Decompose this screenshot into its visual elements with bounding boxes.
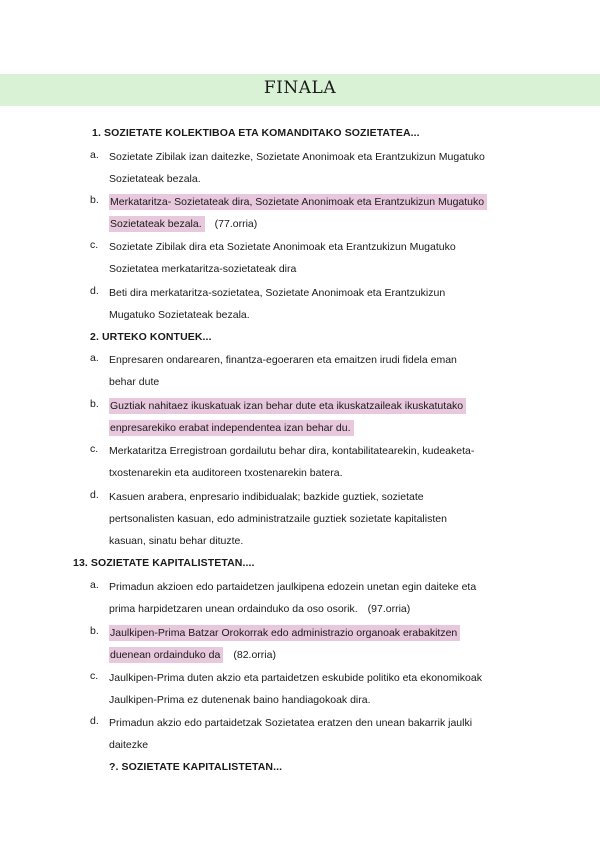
section-heading-4: ?. SOZIETATE KAPITALISTETAN... <box>109 761 283 773</box>
item-line: Kasuen arabera, enpresario indibidualak; bazkide guztiek, sozietate <box>109 491 424 503</box>
item-marker: c. <box>90 239 99 251</box>
item-marker: c. <box>90 443 99 455</box>
item-line: Sozietatea merkataritza-sozietateak dira <box>109 263 297 275</box>
highlighted-line: enpresarekiko erabat independentea izan behar du. <box>109 420 354 436</box>
page-reference: (97.orria) <box>367 603 411 615</box>
item-marker: c. <box>90 670 99 682</box>
item-marker: b. <box>90 398 99 410</box>
item-line: Sozietateak bezala. <box>109 173 201 185</box>
item-line: Primadun akzioen edo partaidetzen jaulkipena edozein unetan egin daiteke eta <box>109 581 477 593</box>
page-reference: (82.orria) <box>233 649 276 661</box>
highlighted-line: Sozietateak bezala. <box>109 216 205 232</box>
item-line: Merkataritza Erregistroan gordailutu behar dira, kontabilitatearekin, kudeaketa- <box>109 445 475 457</box>
section-heading-3: 13. SOZIETATE KAPITALISTETAN.... <box>73 557 255 569</box>
item-line: Primadun akzio edo partaidetzak Sozietatea eratzen den unean bakarrik jaulki <box>109 717 473 729</box>
item-marker: d. <box>90 489 99 501</box>
item-line: Jaulkipen-Prima ez dutenenak baino handiagokoak dira. <box>109 694 371 706</box>
item-marker: a. <box>90 149 99 161</box>
item-line: pertsonalisten kasuan, edo administratzaile guztiek sozietate kapitalisten <box>109 513 447 525</box>
item-line: Sozietate Zibilak izan daitezke, Sozietate Anonimoak eta Erantzukizun Mugatuko <box>109 151 485 163</box>
item-line: daitezke <box>109 739 149 751</box>
highlighted-line: duenean ordainduko da <box>109 647 223 663</box>
item-marker: b. <box>90 194 99 206</box>
item-marker: a. <box>90 352 99 364</box>
highlighted-line: Guztiak nahitaez ikuskatuak izan behar dute eta ikuskatzaileak ikuskatutako <box>109 398 466 414</box>
item-marker: d. <box>90 715 99 727</box>
highlighted-line: Merkataritza- Sozietateak dira, Sozietate Anonimoak eta Erantzukizun Mugatuko <box>109 194 487 210</box>
item-line: prima harpidetzaren unean ordainduko da oso osorik. <box>109 603 358 615</box>
item-marker: d. <box>90 285 99 297</box>
section-heading-2: 2. URTEKO KONTUEK... <box>90 331 212 343</box>
item-line: Jaulkipen-Prima duten akzio eta partaidetzen eskubide politiko eta ekonomikoak <box>109 672 482 684</box>
section-heading-1: 1. SOZIETATE KOLEKTIBOA ETA KOMANDITAKO SOZIETATEA... <box>92 127 420 139</box>
item-line: Beti dira merkataritza-sozietatea, Sozietate Anonimoak eta Erantzukizun <box>109 287 446 299</box>
item-line: Sozietate Zibilak dira eta Sozietate Anonimoak eta Erantzukizun Mugatuko <box>109 241 456 253</box>
highlighted-line: Jaulkipen-Prima Batzar Orokorrak edo administrazio organoak erabakitzen <box>109 625 460 641</box>
page-reference: (77.orria) <box>214 218 258 230</box>
item-marker: b. <box>90 625 99 637</box>
item-line: txostenarekin eta auditoreen txostenarekin batera. <box>109 467 343 479</box>
item-line: kasuan, sinatu behar dituzte. <box>109 535 244 547</box>
item-marker: a. <box>90 579 99 591</box>
item-line: behar dute <box>109 376 160 388</box>
page-title: FINALA <box>263 78 337 98</box>
item-line: Enpresaren ondarearen, finantza-egoeraren eta emaitzen irudi fidela eman <box>109 354 457 366</box>
item-line: Mugatuko Sozietateak bezala. <box>109 309 250 321</box>
